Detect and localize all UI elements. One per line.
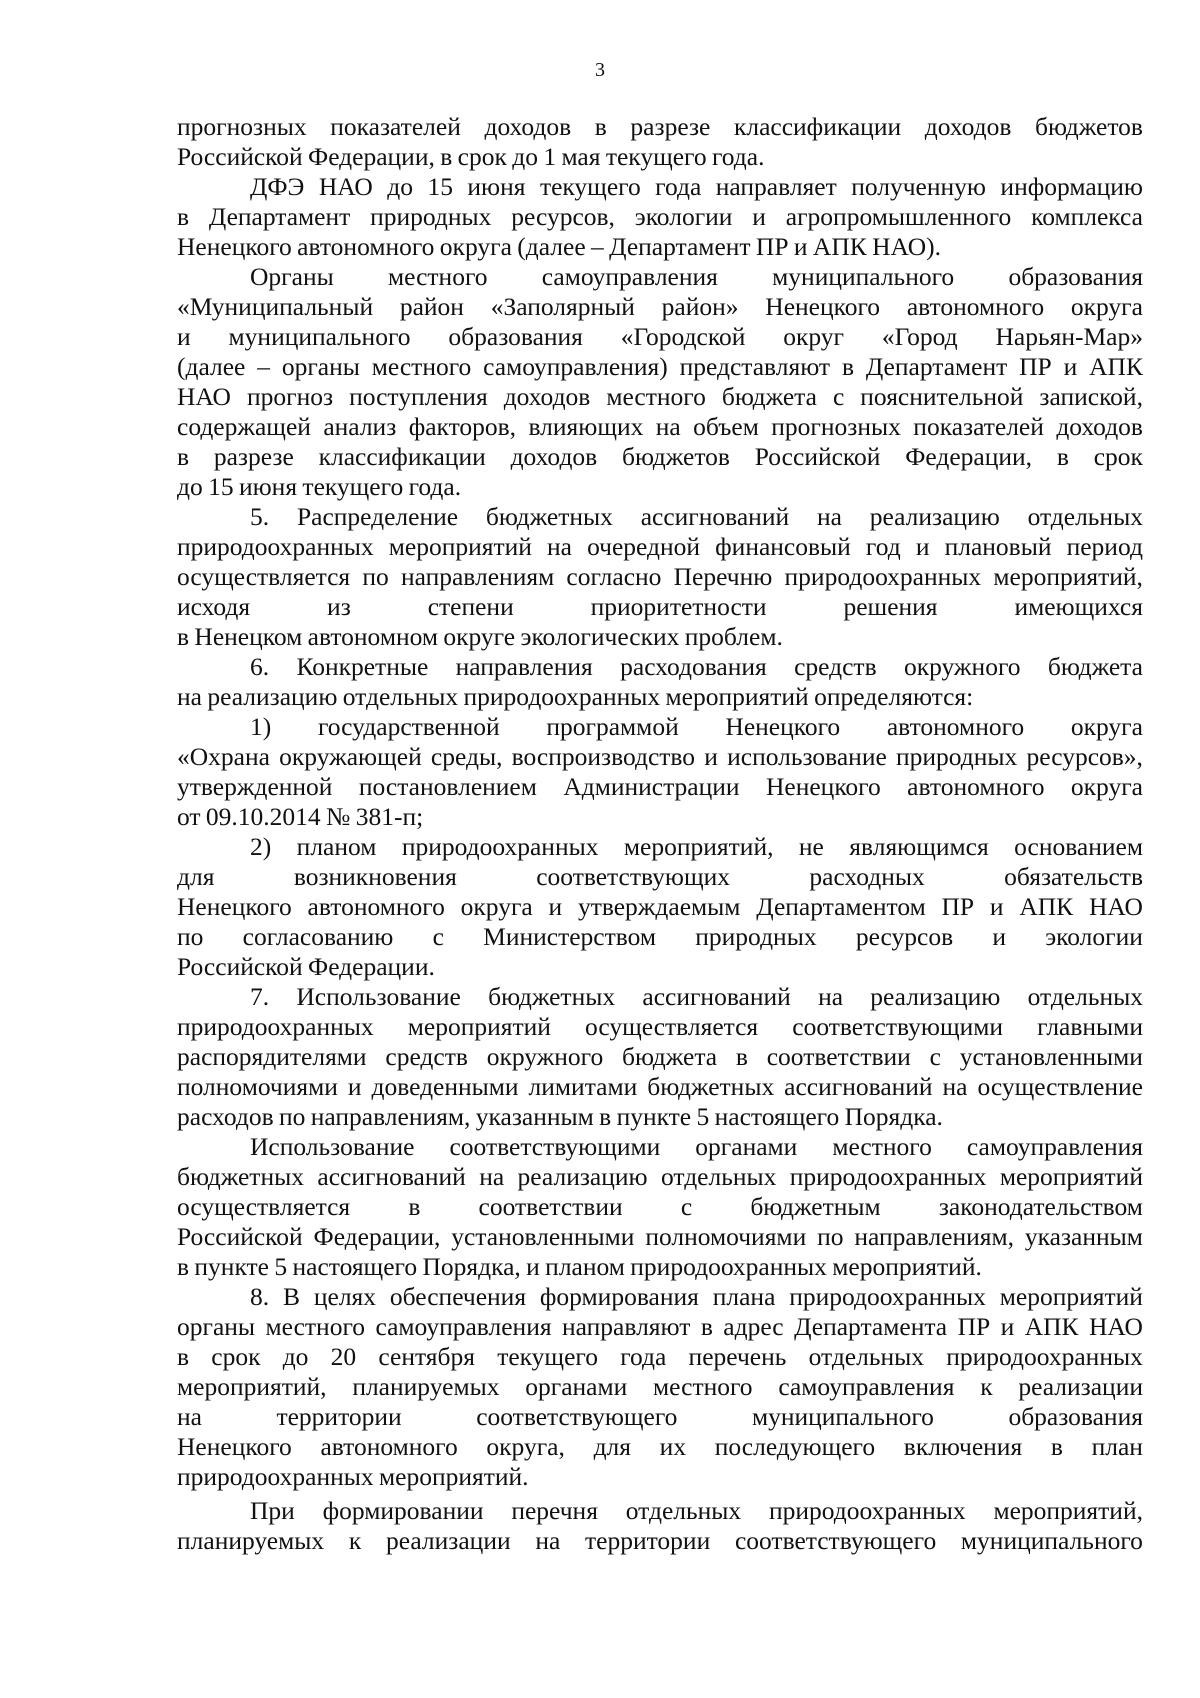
text-line: Российской Федерации, установленными полномочиями по направлениям, указанным bbox=[177, 1222, 1143, 1251]
text-line: Использование соответствующими органами местного самоуправления bbox=[250, 1132, 1143, 1161]
text-line: Ненецкого автономного округа (далее – Департамент ПР и АПК НАО). bbox=[177, 232, 941, 261]
text-line: 8. В целях обеспечения формирования плана природоохранных мероприятий bbox=[250, 1282, 1143, 1311]
text-line: на территории соответствующего муниципального образования bbox=[177, 1402, 1143, 1431]
text-line: «Охрана окружающей среды, воспроизводство и использование природных ресурсов», bbox=[177, 742, 1143, 771]
text-line: осуществляется по направлениям согласно Перечню природоохранных мероприятий, bbox=[177, 562, 1143, 591]
text-line: в срок до 20 сентября текущего года перечень отдельных природоохранных bbox=[177, 1342, 1143, 1371]
text-line: Органы местного самоуправления муниципального образования bbox=[250, 262, 1143, 291]
text-line: Российской Федерации. bbox=[177, 952, 435, 981]
text-line: осуществляется в соответствии с бюджетным законодательством bbox=[177, 1192, 1143, 1221]
page-number: 3 bbox=[595, 59, 605, 81]
text-line: планируемых к реализации на территории соответствующего муниципального bbox=[177, 1526, 1143, 1555]
text-line: по согласованию с Министерством природных ресурсов и экологии bbox=[177, 922, 1143, 951]
text-line: для возникновения соответствующих расходных обязательств bbox=[177, 862, 1143, 891]
text-line: НАО прогноз поступления доходов местного бюджета с пояснительной запиской, bbox=[177, 382, 1143, 411]
text-line: природоохранных мероприятий. bbox=[177, 1462, 529, 1491]
text-line: на реализацию отдельных природоохранных мероприятий определяются: bbox=[177, 682, 974, 711]
text-line: Ненецкого автономного округа и утверждаемым Департаментом ПР и АПК НАО bbox=[177, 892, 1143, 921]
text-line: (далее – органы местного самоуправления) представляют в Департамент ПР и АПК bbox=[177, 352, 1143, 381]
text-line: от 09.10.2014 № 381-п; bbox=[177, 802, 424, 831]
text-line: 6. Конкретные направления расходования средств окружного бюджета bbox=[250, 652, 1143, 681]
text-line: распорядителями средств окружного бюджета в соответствии с установленными bbox=[177, 1042, 1143, 1071]
text-line: 7. Использование бюджетных ассигнований на реализацию отдельных bbox=[250, 982, 1143, 1011]
text-line: в Ненецком автономном округе экологических проблем. bbox=[177, 622, 783, 651]
text-line: 1) государственной программой Ненецкого автономного округа bbox=[250, 712, 1143, 741]
text-line: мероприятий, планируемых органами местного самоуправления к реализации bbox=[177, 1372, 1143, 1401]
text-line: 5. Распределение бюджетных ассигнований на реализацию отдельных bbox=[250, 502, 1143, 531]
text-line: Ненецкого автономного округа, для их последующего включения в план bbox=[177, 1432, 1143, 1461]
text-line: в разрезе классификации доходов бюджетов Российской Федерации, в срок bbox=[177, 442, 1143, 471]
text-line: прогнозных показателей доходов в разрезе классификации доходов бюджетов bbox=[177, 112, 1143, 141]
text-line: природоохранных мероприятий на очередной финансовый год и плановый период bbox=[177, 532, 1143, 561]
text-line: Российской Федерации, в срок до 1 мая текущего года. bbox=[177, 142, 765, 171]
text-line: «Муниципальный район «Заполярный район» Ненецкого автономного округа bbox=[177, 292, 1143, 321]
text-line: 2) планом природоохранных мероприятий, не являющимся основанием bbox=[250, 832, 1143, 861]
text-line: в пункте 5 настоящего Порядка, и планом природоохранных мероприятий. bbox=[177, 1252, 982, 1281]
text-line: ДФЭ НАО до 15 июня текущего года направляет полученную информацию bbox=[250, 172, 1143, 201]
text-line: утвержденной постановлением Администрации Ненецкого автономного округа bbox=[177, 772, 1143, 801]
text-line: расходов по направлениям, указанным в пункте 5 настоящего Порядка. bbox=[177, 1102, 943, 1131]
text-line: органы местного самоуправления направляют в адрес Департамента ПР и АПК НАО bbox=[177, 1312, 1143, 1341]
text-line: полномочиями и доведенными лимитами бюджетных ассигнований на осуществление bbox=[177, 1072, 1143, 1101]
text-line: бюджетных ассигнований на реализацию отдельных природоохранных мероприятий bbox=[177, 1162, 1143, 1191]
text-line: в Департамент природных ресурсов, экологии и агропромышленного комплекса bbox=[177, 202, 1143, 231]
text-line: и муниципального образования «Городской округ «Город Нарьян-Мар» bbox=[177, 322, 1143, 351]
text-line: до 15 июня текущего года. bbox=[177, 472, 462, 501]
text-line: исходя из степени приоритетности решения имеющихся bbox=[177, 592, 1143, 621]
text-line: природоохранных мероприятий осуществляется соответствующими главными bbox=[177, 1012, 1143, 1041]
text-line: При формировании перечня отдельных природоохранных мероприятий, bbox=[250, 1496, 1143, 1525]
document-body bbox=[177, 112, 1143, 1556]
text-line: содержащей анализ факторов, влияющих на объем прогнозных показателей доходов bbox=[177, 412, 1143, 441]
